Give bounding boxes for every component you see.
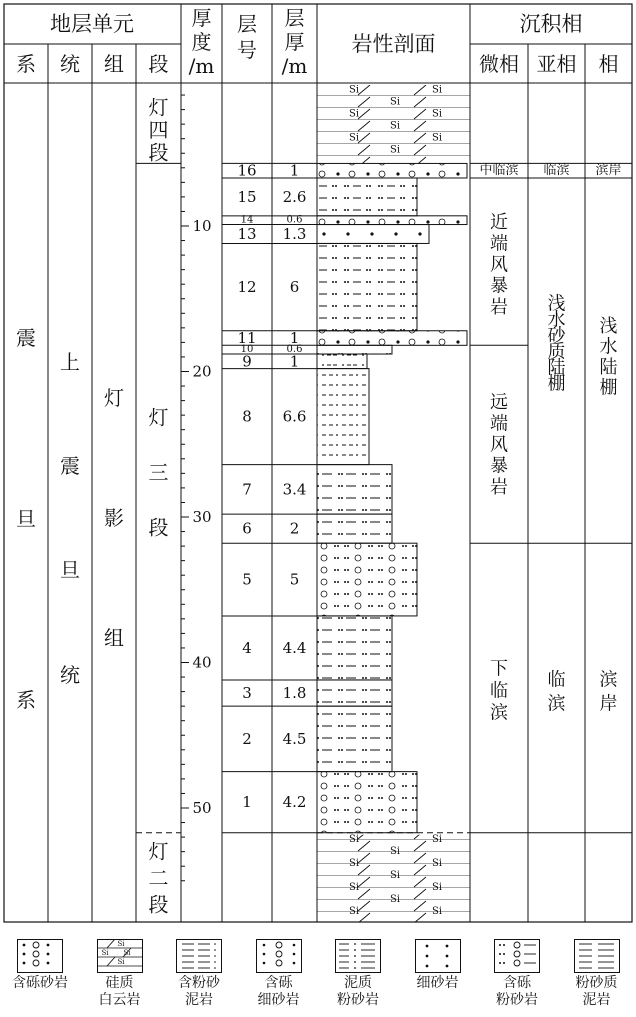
silty-mudstone-icon <box>176 939 222 973</box>
svg-text:Si: Si <box>122 949 131 957</box>
legend-swatch-frame <box>495 940 540 973</box>
member-deng3 <box>149 406 169 540</box>
layer-thickness: 2 <box>289 519 300 538</box>
si-label: Si <box>348 882 360 894</box>
legend-item <box>477 935 557 1009</box>
fine-sandstone-icon <box>415 939 461 973</box>
si-label: Si <box>431 834 443 846</box>
facies-shallow-shelf-char: 水 <box>599 336 618 358</box>
micro-facies-proximal-tempestite-char: 风 <box>490 254 508 276</box>
layer-number: 12 <box>237 278 257 297</box>
siliceous-dolomite-icon <box>97 939 143 973</box>
depth-scale <box>192 217 211 817</box>
lithology-layer <box>317 514 392 543</box>
facies-shallow-shelf-char: 陆 <box>599 356 618 378</box>
legend-item <box>557 935 636 1009</box>
lithology-layer <box>317 178 417 216</box>
header-layer-thickness: 厚 <box>284 30 305 54</box>
lithology-layer <box>317 465 392 514</box>
header-lithology: 岩性剖面 <box>351 32 436 56</box>
svg-text:Si: Si <box>116 940 125 948</box>
header-microfacies: 微相 <box>479 52 519 76</box>
member-deng3-char: 三 <box>148 460 169 485</box>
header-member: 段 <box>148 52 169 76</box>
facies-shallow-shelf-char: 棚 <box>599 377 618 399</box>
facies-shore-lower-char: 岸 <box>599 693 618 715</box>
header-layer-thickness: /m <box>281 54 308 78</box>
layer-number: 2 <box>242 729 252 748</box>
member-deng3-char: 段 <box>148 515 169 540</box>
header-thickness: /m <box>188 54 215 78</box>
layer-thickness: 1.3 <box>282 225 307 244</box>
depth-label: 40 <box>192 653 212 672</box>
lithology-layer <box>317 369 369 465</box>
member-deng2-char: 灯 <box>148 839 169 864</box>
layer-number: 7 <box>242 480 252 499</box>
legend-label: 泥质 粉砂岩 <box>337 975 379 1008</box>
member-deng2-char: 二 <box>148 866 169 890</box>
lithology-layer <box>317 543 417 616</box>
subfacies-shoreface-lower-char: 滨 <box>547 693 566 715</box>
si-label: Si <box>389 894 401 906</box>
depth-label: 50 <box>192 799 212 817</box>
lithology-layer <box>317 243 417 330</box>
layer-thickness: 0.6 <box>286 214 303 226</box>
micro-facies-proximal-tempestite-char: 岩 <box>490 296 508 318</box>
layer-number: 11 <box>237 329 257 348</box>
micro-facies-distal-tempestite-char: 远 <box>490 392 508 414</box>
member-deng4-char: 灯 <box>148 95 169 120</box>
layer-number: 9 <box>242 352 252 371</box>
legend-item <box>318 935 398 1009</box>
subfacies-shallow-sandy-shelf-char: 砂 <box>547 325 566 347</box>
layer-thickness: 1 <box>289 161 300 180</box>
micro-facies-distal-tempestite-char: 风 <box>490 434 508 456</box>
legend-item <box>398 935 478 992</box>
layer-thickness: 4.5 <box>282 729 307 748</box>
series-char: 上 <box>60 350 80 374</box>
micro-facies-distal-tempestite-char: 端 <box>490 413 508 435</box>
layer-thickness: 2.6 <box>282 187 307 206</box>
si-label: Si <box>389 96 401 108</box>
formation-name <box>104 386 124 650</box>
legend-item <box>80 935 160 1009</box>
legend-label: 细砂岩 <box>416 975 459 991</box>
layer-thickness: 6.6 <box>282 407 307 426</box>
si-label: Si <box>431 84 443 96</box>
si-label: Si <box>431 132 443 144</box>
lithology-layer <box>317 680 392 706</box>
member-deng2 <box>149 839 169 916</box>
subfacies-shallow-sandy-shelf-char: 浅 <box>547 293 566 315</box>
header-system: 系 <box>16 52 36 76</box>
layer-number: 13 <box>237 225 257 244</box>
legend-label: 粉砂质 泥岩 <box>575 975 618 1008</box>
legend-label: 含砾砂岩 <box>12 975 68 991</box>
si-label: Si <box>431 858 443 870</box>
lithology-column <box>317 85 470 923</box>
header-subfacies: 亚相 <box>536 52 577 76</box>
member-deng4-char: 四 <box>148 118 169 142</box>
layer-number: 10 <box>240 344 254 356</box>
header-facies: 沉积相 <box>519 12 583 36</box>
si-label: Si <box>389 870 401 882</box>
silty-mud-icon <box>574 939 620 973</box>
series-char: 震 <box>60 454 80 478</box>
facies-shore-upper: 滨岸 <box>595 163 622 179</box>
layer-number: 1 <box>242 793 252 812</box>
subfacies-shoreface-lower <box>548 670 566 715</box>
si-label: Si <box>389 120 401 132</box>
lithology-layer <box>317 616 392 680</box>
micro-facies-proximal-tempestite <box>490 212 508 318</box>
lithology-layer <box>317 216 467 225</box>
layer-number: 14 <box>240 214 254 226</box>
lithology-layer <box>317 354 367 369</box>
subfacies-shallow-sandy-shelf-char: 水 <box>547 309 566 331</box>
micro-facies-distal-tempestite-char: 岩 <box>490 476 508 498</box>
facies-shallow-shelf-char: 浅 <box>599 315 618 337</box>
layer-thickness: 1.8 <box>282 684 307 703</box>
svg-text:Si: Si <box>116 958 125 966</box>
legend-label: 含砾 细砂岩 <box>257 975 300 1008</box>
si-label: Si <box>431 906 443 918</box>
layer-thicknesses <box>283 162 307 811</box>
micro-facies-distal-tempestite-char: 暴 <box>490 455 508 477</box>
facies-shallow-shelf <box>600 316 618 399</box>
system-name <box>16 326 36 712</box>
subfacies-shallow-sandy-shelf <box>548 294 567 395</box>
micro-facies-proximal-tempestite-char: 暴 <box>490 275 508 297</box>
legend-label: 硅质 白云岩 <box>98 975 141 1008</box>
facies-shore-lower-char: 滨 <box>599 669 618 691</box>
si-label: Si <box>348 858 360 870</box>
legend-swatch-frame <box>415 940 460 973</box>
lithology-legend <box>0 935 636 1017</box>
subfacies-shallow-sandy-shelf-char: 陆 <box>547 357 566 379</box>
legend-label: 含粉砂 泥岩 <box>178 975 220 1008</box>
subfacies-shoreface-upper: 临滨 <box>543 163 570 179</box>
layer-number: 16 <box>237 161 257 180</box>
layer-number: 6 <box>242 519 252 538</box>
si-label: Si <box>348 108 360 120</box>
si-label: Si <box>348 84 360 96</box>
micro-facies-proximal-tempestite-char: 端 <box>490 233 508 255</box>
si-label: Si <box>348 132 360 144</box>
layer-thickness: 4.2 <box>282 793 307 812</box>
system-char: 系 <box>16 688 36 712</box>
layer-thickness: 4.4 <box>282 638 307 657</box>
gravel-siltstone-icon <box>494 939 540 973</box>
member-deng2-char: 段 <box>148 892 169 917</box>
layer-thickness: 6 <box>289 278 300 297</box>
header-formation: 组 <box>104 52 124 76</box>
depth-label: 30 <box>192 508 212 526</box>
si-label: Si <box>348 906 360 918</box>
micro-facies-lower-shoreface-char: 临 <box>490 680 508 702</box>
series-name <box>60 350 80 687</box>
micro-facies-distal-tempestite <box>490 392 508 498</box>
header-series: 统 <box>60 52 80 76</box>
system-char: 旦 <box>16 507 36 531</box>
header-layer-thickness: 层 <box>284 6 305 30</box>
member-deng3-char: 灯 <box>148 405 169 430</box>
layer-number: 3 <box>242 684 252 703</box>
formation-char: 灯 <box>104 386 124 410</box>
si-label: Si <box>431 882 443 894</box>
micro-facies-lower-shoreface-char: 滨 <box>490 702 508 724</box>
legend-item <box>239 935 319 1009</box>
lithology-layer <box>317 331 467 346</box>
muddy-siltstone-icon <box>335 939 381 973</box>
lithology-layer <box>317 163 467 178</box>
header-layer-no: 号 <box>237 38 257 62</box>
layer-number: 4 <box>242 638 252 657</box>
subfacies-shallow-sandy-shelf-char: 质 <box>547 341 566 363</box>
layer-thickness: 5 <box>289 570 300 589</box>
legend-item <box>0 935 80 992</box>
si-label: Si <box>431 108 443 120</box>
header-facies-col: 相 <box>598 52 619 76</box>
member-deng4-char: 段 <box>148 140 169 165</box>
subfacies-shoreface-lower-char: 临 <box>547 669 566 691</box>
layer-thickness: 1 <box>289 329 300 348</box>
lithology-layer <box>317 225 429 244</box>
si-label: Si <box>389 144 401 156</box>
legend-label: 含砾 粉砂岩 <box>496 975 538 1008</box>
lithology-layer <box>317 772 417 833</box>
depth-label: 20 <box>192 362 212 381</box>
gravel-sandstone-icon <box>17 939 63 973</box>
si-label: Si <box>389 846 401 858</box>
legend-item <box>159 935 239 1009</box>
micro-facies-lower-shoreface-char: 下 <box>490 658 508 680</box>
layer-thickness: 1 <box>289 352 300 371</box>
micro-facies-middle-shoreface: 中临滨 <box>479 163 519 179</box>
depth-label: 10 <box>192 217 212 235</box>
micro-facies-lower-shoreface <box>490 659 508 724</box>
series-char: 统 <box>60 663 80 687</box>
header-thickness: 度 <box>191 30 212 54</box>
formation-char: 影 <box>104 506 124 530</box>
member-deng4 <box>149 95 169 164</box>
facies-shore-lower <box>600 670 618 715</box>
lithology-layer <box>317 345 392 354</box>
layer-thickness: 3.4 <box>282 480 307 499</box>
formation-char: 组 <box>104 626 124 650</box>
header-strat-unit: 地层单元 <box>50 12 134 36</box>
svg-text:Si: Si <box>100 949 109 957</box>
layer-thickness: 0.6 <box>286 344 303 356</box>
layer-numbers <box>237 162 256 811</box>
system-char: 震 <box>16 326 36 350</box>
lithology-layer <box>317 706 392 771</box>
series-char: 旦 <box>60 558 80 582</box>
si-label: Si <box>348 834 360 846</box>
header-layer-no: 层 <box>237 12 257 36</box>
layer-number: 15 <box>237 187 257 206</box>
micro-facies-proximal-tempestite-char: 近 <box>490 212 508 234</box>
layer-number: 8 <box>242 407 252 426</box>
layer-number: 5 <box>242 570 252 589</box>
subfacies-shallow-sandy-shelf-char: 棚 <box>547 373 566 395</box>
gravel-fine-sandstone-icon <box>256 939 302 973</box>
header-thickness: 厚 <box>191 6 212 30</box>
